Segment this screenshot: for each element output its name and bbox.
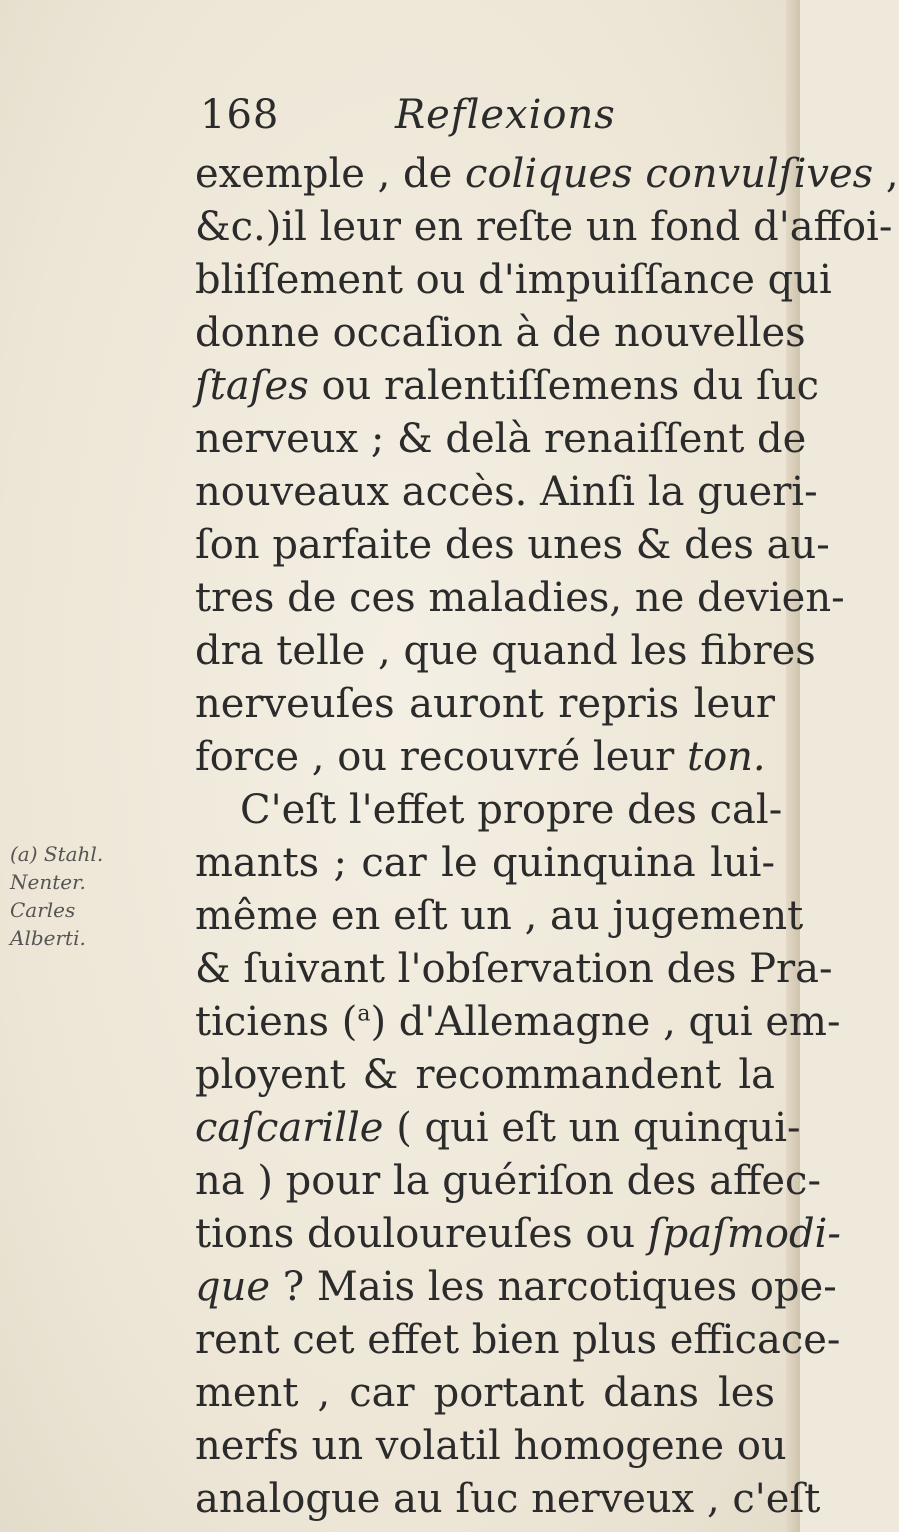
text-line xyxy=(195,996,841,1049)
text-run: ployent & recommandent la xyxy=(195,1052,775,1098)
text-line xyxy=(195,943,833,996)
text-line xyxy=(195,1367,775,1420)
text-run: nerfs un volatil homogene ou xyxy=(195,1423,787,1469)
text-run: coliques convulſives xyxy=(465,151,874,197)
text-run: force , ou recouvré leur xyxy=(195,734,687,780)
text-run: nouveaux accès. Ainſi la gueri- xyxy=(195,469,818,515)
text-line xyxy=(195,678,775,731)
margin-notes xyxy=(10,840,190,952)
text-run: ticiens ( xyxy=(195,999,358,1045)
text-run: caſcarille xyxy=(195,1105,384,1151)
text-run: nerveux ; & delà renaiſſent de xyxy=(195,416,807,462)
text-run: ſpaſmodi- xyxy=(647,1211,841,1257)
text-run: , xyxy=(873,151,899,197)
text-run: ſon parfaite des unes & des au- xyxy=(195,522,830,568)
text-run: même en eſt un , au jugement xyxy=(195,893,804,939)
text-run: exemple , de xyxy=(195,151,466,197)
text-run: ton. xyxy=(687,734,766,780)
text-run: C'eſt l'effet propre des cal- xyxy=(240,787,783,833)
page-header xyxy=(200,92,620,148)
text-line xyxy=(195,1208,841,1261)
text-run: analogue au ſuc nerveux , c'eſt xyxy=(195,1476,821,1522)
text-line xyxy=(195,148,899,201)
text-run: ( qui eſt un quinqui- xyxy=(383,1105,801,1151)
text-line xyxy=(195,1049,775,1102)
text-line xyxy=(195,890,804,943)
text-run: & ſuivant l'obſervation des Pra- xyxy=(195,946,833,992)
text-line xyxy=(195,731,775,784)
text-line xyxy=(195,307,806,360)
text-run: tions douloureuſes ou xyxy=(195,1211,648,1257)
text-run: ou ralentiſſemens du ſuc xyxy=(308,363,820,409)
text-line xyxy=(195,1314,841,1367)
margin-note-line: Carles xyxy=(10,898,76,922)
text-run: ment , car portant dans les xyxy=(195,1370,775,1416)
running-title: Reflexions xyxy=(395,92,616,138)
margin-note-line: (a) Stahl. xyxy=(10,842,104,866)
text-line xyxy=(195,625,816,678)
text-line xyxy=(195,1261,837,1314)
margin-note-line: Nenter. xyxy=(10,870,86,894)
text-run: dra telle , que quand les fibres xyxy=(195,628,816,674)
margin-note-line: Alberti. xyxy=(10,926,86,950)
text-run: nerveuſes auront repris leur xyxy=(195,681,775,727)
page-number: 168 xyxy=(200,92,280,138)
body-text xyxy=(195,148,899,1526)
text-line xyxy=(195,201,893,254)
text-run: na ) pour la guériſon des affec- xyxy=(195,1158,821,1204)
footnote-marker: a xyxy=(357,1001,371,1027)
text-line xyxy=(195,1155,821,1208)
text-line xyxy=(195,572,845,625)
text-line xyxy=(195,1420,787,1473)
text-line xyxy=(195,1473,821,1526)
text-line xyxy=(195,466,818,519)
text-run: que xyxy=(195,1264,271,1310)
text-line xyxy=(195,413,807,466)
text-run: donne occaſion à de nouvelles xyxy=(195,310,806,356)
text-run: mants ; car le quinquina lui- xyxy=(195,840,775,886)
text-run: &c.)il leur en reſte un fond d'affoi- xyxy=(195,204,893,250)
text-line xyxy=(195,254,832,307)
text-line xyxy=(195,1102,801,1155)
text-line xyxy=(195,519,830,572)
text-run: ) d'Allemagne , qui em- xyxy=(370,999,841,1045)
text-line xyxy=(195,784,783,837)
text-run: tres de ces maladies, ne devien- xyxy=(195,575,845,621)
text-line xyxy=(195,837,775,890)
text-run: ? Mais les narcotiques ope- xyxy=(270,1264,837,1310)
text-run: bliſſement ou d'impuiſſance qui xyxy=(195,257,832,303)
text-run: rent cet effet bien plus efficace- xyxy=(195,1317,841,1363)
text-run: ſtaſes xyxy=(195,363,309,409)
text-line xyxy=(195,360,820,413)
